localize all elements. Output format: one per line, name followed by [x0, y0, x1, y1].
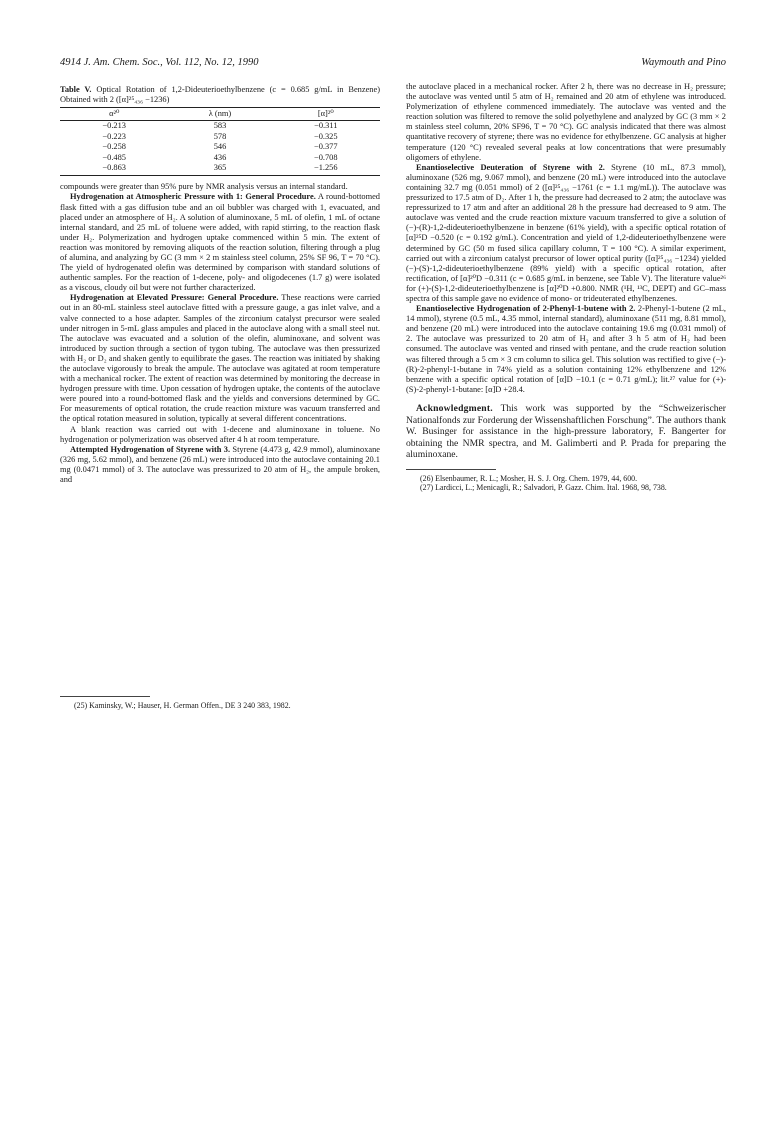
paragraph-body: A round-bottomed flask fitted with a gas diffusion tube and an oil bubbler was charged with 1, evacuated, and placed under an atmosphere of H₂. A solution of aluminoxane, 5 mL of olefin, 1 mL of octane internal standard, and 25 mL of toluene were added, with rapid stirring, to the reaction flask under H₂. Polymerization and hydrogen uptake commenced within 5 min. The extent of reaction was monitored by removing aliquots of the reaction solution, filtering through a plug of alumina, and analyzing by GC (3 mm × 2 m stainless steel column, 25% SF 96, T = 70 °C). The yield of hydrogenated olefin was determined by comparison with standard solutions of authentic samples. For the reaction of 1-decene, poly- and oligodecenes (1.7 g) were isolated as a viscous, cloudy oil but were not further characterized.	[60, 192, 380, 293]
table-cell: −0.223	[102, 131, 126, 141]
table-cell: 365	[168, 163, 271, 176]
table-cell: 578	[213, 131, 227, 141]
col-header-alpha: α²⁰	[60, 108, 168, 121]
table-row	[60, 163, 380, 176]
table-cell: −1.256	[272, 163, 380, 176]
table-cell: −0.485	[102, 152, 126, 162]
paragraph-body: 2-Phenyl-1-butene (2 mL, 14 mmol), styrene (0.5 mL, 4.35 mmol, internal standard), aluminoxane (511 mg, 8.81 mmol), and benzene (20 mL) were introduced into the autoclave containing 19.6 mg (0.031 mmol) of 2. The autoclave was pressurized to 20 atm of H₂ and after 3 h 5 atm of H₂ had been consumed. The autoclave was vented and rinsed with pentane, and the crude reaction solution was filtered through a 5 cm × 3 cm column to silica gel. This solution was rectified to give (−)-(R)-2-phenyl-1-butane in 74% yield as a solution containing 12% ethylbenzene and 12% benzene with a specific optical rotation of [α]D −10.1 (c = 0.71 g/mL); lit.²⁷ value for (+)-(S)-2-phenyl-1-butane: [α]D +28.4.	[406, 304, 727, 394]
paragraph-body: Styrene (4.473 g, 42.9 mmol), aluminoxane (326 mg, 5.62 mmol), and benzene (26 mL) were introduced into the autoclave containing 20.1 mg (0.0471 mmol) of 3. The autoclave was pressurized to 20 atm of H₂, the ampule broken, and	[60, 444, 380, 485]
paragraph-elevated-pressure	[60, 293, 380, 424]
running-header	[60, 57, 726, 71]
table-v-caption	[60, 85, 380, 105]
col-header-specific-rotation: [α]²⁰	[272, 108, 380, 121]
paragraph-atmospheric-hydrogenation	[60, 192, 380, 293]
col-header-lambda: λ (nm)	[168, 108, 271, 121]
footnote-25: (25) Kaminsky, W.; Hauser, H. German Offen., DE 3 240 383, 1982.	[74, 701, 291, 710]
left-footnotes	[60, 696, 380, 710]
footnote-rule	[60, 696, 150, 697]
table-cell: −0.325	[313, 131, 338, 141]
table-cell: 436	[213, 152, 227, 162]
table-cell: −0.311	[314, 121, 338, 131]
paragraph-phenylbutene	[406, 304, 726, 395]
table-cell: −0.708	[313, 152, 338, 162]
acknowledgment	[406, 403, 726, 461]
paragraph-purity: compounds were greater than 95% pure by NMR analysis versus an internal standard.	[60, 182, 348, 192]
section-heading: Attempted Hydrogenation of Styrene with 3.	[70, 444, 231, 454]
table-header-row	[60, 108, 380, 121]
paragraph-deuteration	[406, 163, 726, 304]
paragraph-styrene-attempt	[60, 445, 380, 485]
table-row	[60, 153, 380, 163]
table-cell: −0.377	[313, 142, 338, 152]
table-cell: −0.258	[102, 142, 126, 152]
table-v-caption-text: Optical Rotation of 1,2-Dideuterioethylbenzene (c = 0.685 g/mL in Benzene) Obtained with 2 ([α]²⁵₄₃₆ −1236)	[60, 85, 380, 105]
table-cell: 583	[213, 121, 227, 131]
table-cell: −0.213	[102, 121, 126, 131]
paragraph-blank-reaction: A blank reaction was carried out with 1-decene and aluminoxane in toluene. No hydrogenation or polymerization was observed after 4 h at room temperature.	[60, 424, 380, 444]
table-v-label: Table V.	[60, 85, 92, 94]
header-authors: Waymouth and Pino	[641, 57, 726, 68]
table-cell: −0.863	[60, 163, 168, 176]
table-row	[60, 142, 380, 152]
paragraph-body: Styrene (10 mL, 87.3 mmol), aluminoxane (526 mg, 9.067 mmol), and benzene (20 mL) were introduced into the autoclave containing 32.7 mg (0.051 mmol) of 2 ([α]²⁵₄₃₆ −1761 (c = 1.1 mg/mL)). The autoclave was pressurized to 17.5 atm of D₂. After 1 h, the pressure had decreased to 2 atm; the autoclave was repressurized to 17 atm and after an additional 28 h the pressure had decreased to 9 atm. The autoclave was vented and the crude reaction mixture vacuum transferred to give a solution of (−)-(R)-1,2-dideuterioethylbenzene in benzene (61% yield), with a specific optical rotation of [α]²⁵D −0.520 (c = 0.192 g/mL). Concentration and yield of 1,2-dideuterioethylbenzene were determined by GC (50 m fused silica capillary column, T = 100 °C). A similar experiment, carried out with a zirconium catalyst precursor of lower optical purity ([α]²⁵₄₃₆ −1234) yielded (−)-(S)-1,2-dideuterioethylbenzene (89% yield) with a specific optical rotation, after rectification, of [α]²⁰D −0.311 (c = 0.685 g/mL in benzene, see Table V). The literature value²⁶ for (+)-(S)-1,2-dideuterioethylbenzene is [α]²⁰D +0.800. NMR (¹H, ¹³C, DEPT) and GC–mass spectra of this sample gave no evidence of mono- or trideuterated ethylbenzenes.	[406, 162, 726, 303]
table-cell: 546	[213, 142, 227, 152]
paragraph-styrene-continued: the autoclave placed in a mechanical rocker. After 2 h, there was no decrease in H₂ pressure; the autoclave was vented until 5 atm of H₂ remained and 20 atm of ethylene was introduced. Polymerization of ethylene commenced immediately. The autoclave was vented and the reaction solution was filtered to remove the solid polyethylene and analyzed by GC (3 mm × 2 m stainless steel column, 20% SF96, T = 70 °C). GC analysis indicated that there was almost quantitative recovery of styrene; there was no evidence for ethylbenzene. GC analysis at higher temperature (120 °C) revealed several peaks at low concentrations that were presumably oligomers of ethylene.	[406, 82, 726, 162]
right-column	[406, 82, 726, 493]
table-row	[60, 121, 380, 132]
table-v	[60, 107, 380, 176]
references	[406, 474, 726, 493]
table-row	[60, 132, 380, 142]
header-citation: 4914 J. Am. Chem. Soc., Vol. 112, No. 12, 1990	[60, 57, 259, 68]
paragraph-body: These reactions were carried out in an 80-mL stainless steel autoclave fitted with a pressure gauge, a gas inlet valve, and a valve connected to a hose adapter. Samples of the zirconium catalyst precursor were sealed under nitrogen in 5-mL glass ampules and placed in the autoclave along with a small steel nut. The autoclave was evacuated and a solution of the olefin, aluminoxane, and solvent was introduced by suction through a section of tygon tubing. The autoclave was then pressurized with H₂ or D₂ and shaken gently to equilibrate the gases. The reaction was initiated by shaking the autoclave vigorously to break the ampule. The autoclave was agitated at room temperature with a mechanical rocker. The extent of reaction was determined by monitoring the decrease in hydrogen pressure with time. Upon cessation of hydrogen uptake, the contents of the autoclave were poured into a round-bottomed flask and the yields and conversions determined by GC. For measurements of optical rotation, the crude reaction mixture was vacuum transferred and the optical rotation measured in solution, typically at several different concentrations.	[60, 293, 381, 424]
section-heading: Enantioselective Hydrogenation of 2-Phenyl-1-butene with 2.	[416, 304, 636, 314]
section-heading: Enantioselective Deuteration of Styrene with 2.	[416, 162, 605, 172]
reference-27: (27) Lardicci, L.; Menicagli, R.; Salvadori, P. Gazz. Chim. Ital. 1968, 98, 738.	[420, 483, 667, 493]
acknowledgment-heading: Acknowledgment.	[416, 402, 493, 414]
section-heading: Hydrogenation at Atmospheric Pressure with 1: General Procedure.	[70, 192, 316, 202]
section-heading: Hydrogenation at Elevated Pressure: General Procedure.	[70, 293, 279, 303]
left-column	[60, 82, 380, 485]
acknowledgment-body: This work was supported by the “Schweizerischer Nationalfonds zur Forderung der Wissenshaftlichen Forschung”. The authors thank W. Businger for assistance in the high-pressure laboratory, F. Bangerter for obtaining the NMR spectra, and M. Galimberti and P. Prada for preparing the aluminoxane.	[406, 402, 726, 461]
reference-26: (26) Elsenbaumer, R. L.; Mosher, H. S. J. Org. Chem. 1979, 44, 600.	[420, 473, 638, 483]
references-rule	[406, 469, 496, 470]
